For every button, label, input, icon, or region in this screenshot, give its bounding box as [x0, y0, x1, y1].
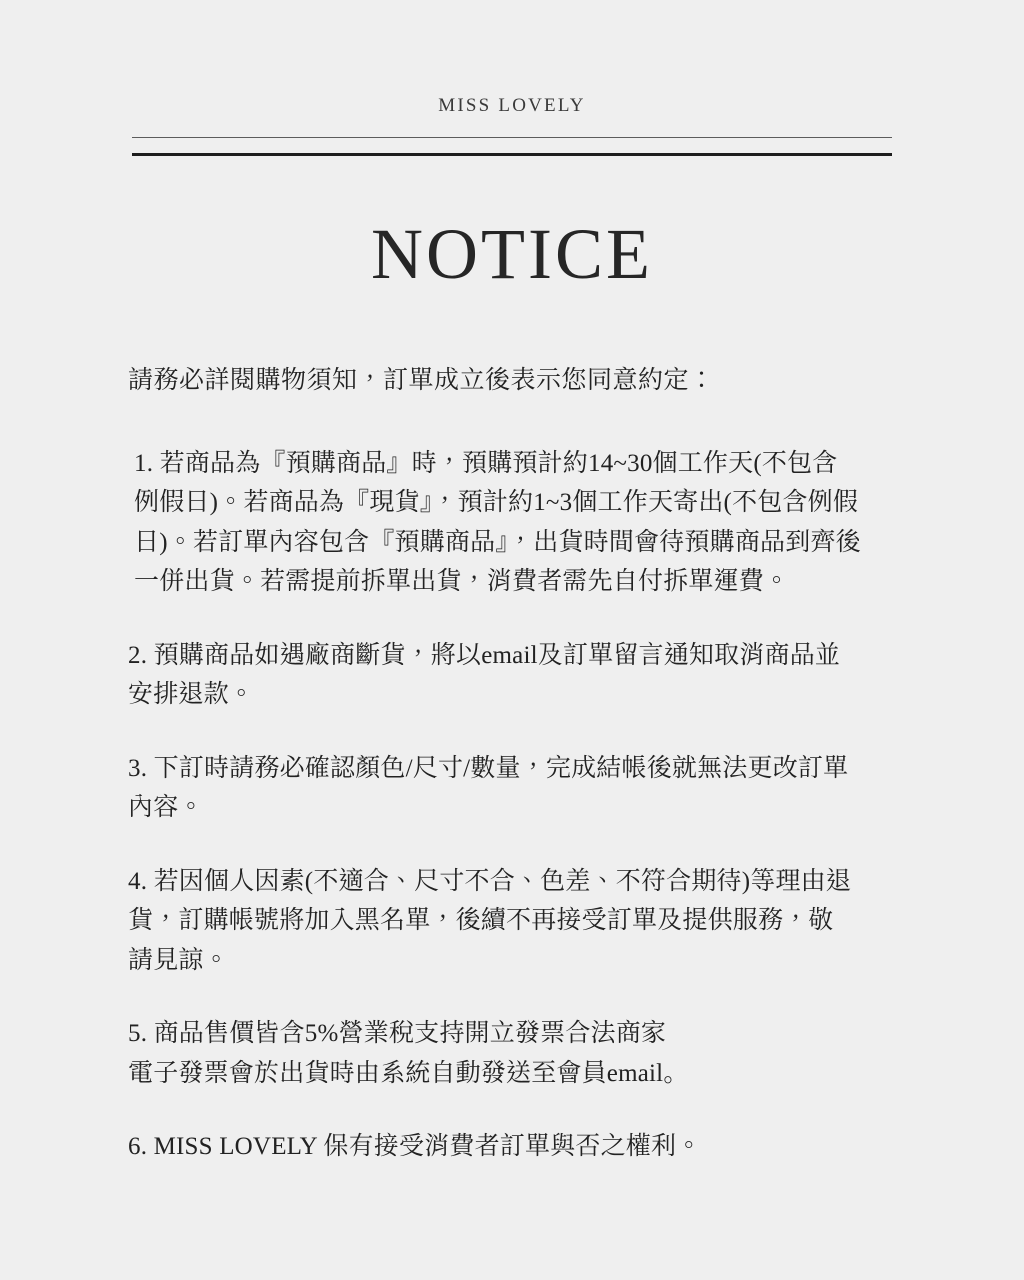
notice-item-2-line-2: 安排退款。 [128, 681, 255, 708]
notice-item-5-line-2: 電子發票會於出貨時由系統自動發送至會員email。 [128, 1059, 689, 1087]
notice-item-1-line-4: 一併出貨。若需提前拆單出貨，消費者需先自付拆單運費。 [134, 568, 790, 595]
header-divider-group [132, 137, 892, 156]
notice-lead: 請務必詳閱購物須知，訂單成立後表示您同意約定： [128, 367, 715, 394]
page-title: NOTICE [371, 214, 653, 294]
notice-item-4 [128, 862, 896, 981]
notice-item-1 [128, 444, 896, 602]
notice-item-2-line-1: 2. 預購商品如遇廠商斷貨，將以email及訂單留言通知取消商品並 [128, 641, 841, 669]
notice-item-1-line-2: 例假日)。若商品為『現貨』，預計約1~3個工作天寄出(不包含例假 [134, 489, 859, 516]
notice-item-3-line-2: 內容。 [128, 794, 204, 821]
notice-item-4-line-3: 請見諒。 [128, 946, 229, 974]
notice-item-3 [128, 749, 896, 828]
brand-title: MISS LOVELY [438, 95, 586, 116]
notice-item-4-line-1: 4. 若因個人因素(不適合、尺寸不合、色差、不符合期待)等理由退 [128, 867, 852, 895]
notice-item-1-line-3: 日)。若訂單內容包含『預購商品』，出貨時間會待預購商品到齊後 [134, 528, 861, 556]
notice-item-1-line-1: 1. 若商品為『預購商品』時，預購預計約14~30個工作天(不包含 [134, 449, 838, 477]
divider-thin [132, 137, 892, 138]
notice-item-4-line-2: 貨，訂購帳號將加入黑名單，後續不再接受訂單及提供服務，敬 [128, 907, 834, 934]
notice-item-5 [128, 1014, 896, 1093]
notice-content [0, 362, 1024, 1167]
notice-item-2 [128, 636, 896, 715]
notice-item-5-line-1: 5. 商品售價皆含5%營業稅支持開立發票合法商家 [128, 1020, 667, 1047]
notice-item-3-line-1: 3. 下訂時請務必確認顏色/尺寸/數量，完成結帳後就無法更改訂單 [128, 754, 849, 782]
notice-item-6-line-1: 6. MISS LOVELY 保有接受消費者訂單與否之權利。 [128, 1133, 702, 1160]
divider-thick [132, 153, 892, 156]
notice-item-6 [128, 1127, 896, 1167]
